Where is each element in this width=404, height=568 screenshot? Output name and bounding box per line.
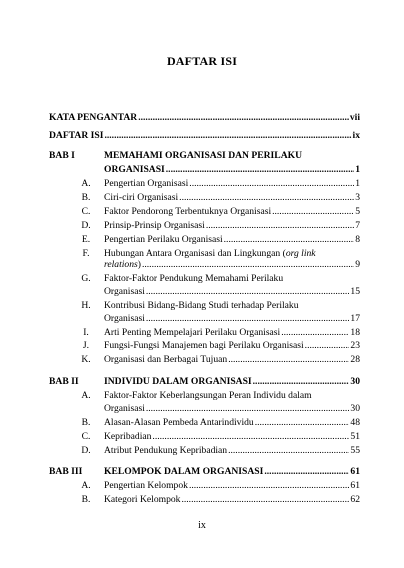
dot-leader [179, 192, 354, 203]
dot-leader [152, 431, 349, 442]
dot-leader [146, 313, 350, 324]
dot-leader [181, 494, 349, 505]
dot-leader [104, 130, 351, 141]
dot-leader [253, 376, 350, 387]
dot-leader [189, 178, 354, 189]
dot-leader [281, 327, 349, 338]
dot-leader [146, 286, 350, 297]
dot-leader [189, 480, 349, 491]
chapter-label: BAB II [49, 376, 79, 387]
page-number: ix [198, 520, 206, 531]
page-title: DAFTAR ISI [166, 54, 238, 68]
chapter-label: BAB III [49, 466, 83, 477]
dot-leader [228, 354, 349, 365]
dot-leader [305, 340, 350, 351]
dot-leader [142, 259, 354, 270]
dot-leader [166, 164, 354, 175]
dot-leader [264, 466, 349, 477]
dot-leader [228, 445, 349, 456]
dot-leader [255, 417, 350, 428]
dot-leader [206, 220, 354, 231]
dot-leader [138, 112, 349, 123]
chapter-title: MEMAHAMI ORGANISASI DAN PERILAKU [104, 150, 303, 161]
dot-leader [146, 403, 350, 414]
dot-leader [224, 234, 355, 245]
dot-leader [272, 206, 354, 217]
chapter-label: BAB I [49, 150, 75, 161]
